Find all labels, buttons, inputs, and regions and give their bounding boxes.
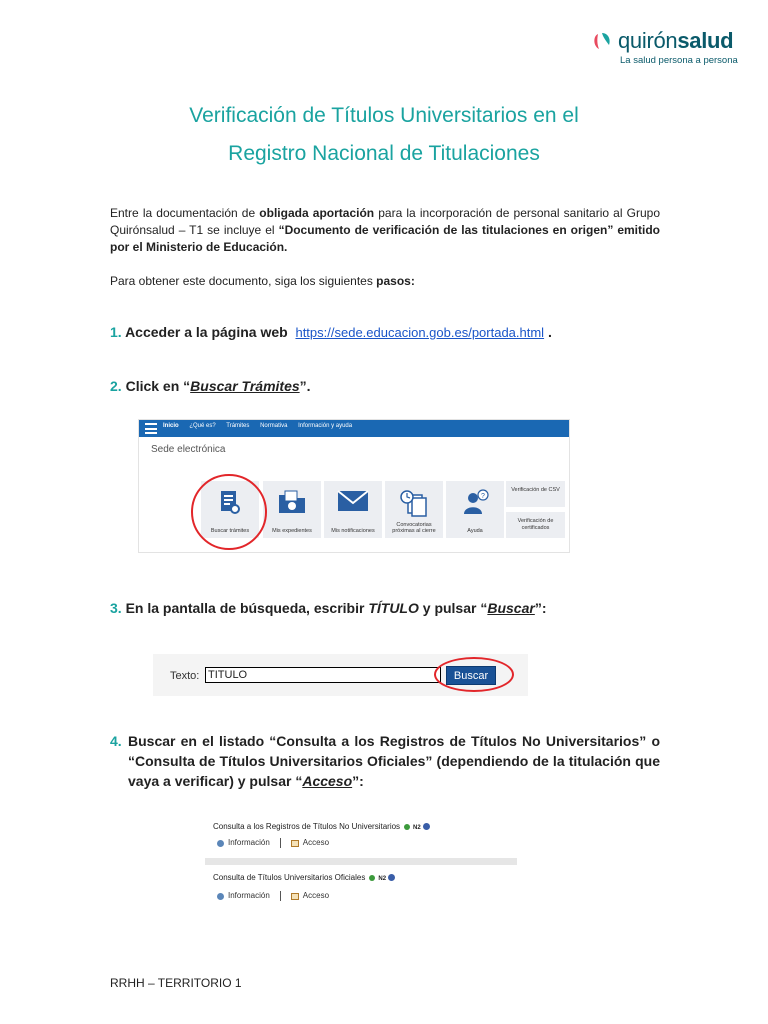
- svg-text:?: ?: [481, 493, 485, 500]
- row-links-2: [217, 891, 329, 901]
- quironsalud-logo: [592, 26, 742, 70]
- row-title-no-universitarios: Consulta a los Registros de Títulos No Universitarios N2: [213, 822, 430, 831]
- listado-screenshot: [205, 818, 517, 910]
- edit-icon: [291, 893, 299, 900]
- steps-intro: Para obtener este documento, siga los siguientes pasos:: [110, 274, 415, 288]
- informacion-link[interactable]: Información: [228, 891, 270, 901]
- texto-input[interactable]: TITULO: [205, 667, 441, 683]
- sede-nav-items: [163, 423, 361, 429]
- step-1: 1. Acceder a la página web https://sede.educacion.gob.es/portada.html .: [110, 324, 552, 340]
- sede-screenshot: [138, 419, 570, 553]
- tile-mis-expedientes[interactable]: Mis expedientes: [263, 481, 321, 538]
- step-3: 3. En la pantalla de búsqueda, escribir TÍTULO y pulsar “Buscar”:: [110, 600, 547, 616]
- nav-item-info[interactable]: Información y ayuda: [298, 423, 353, 429]
- check-icon: [404, 824, 410, 830]
- tile-buscar-tramites[interactable]: Buscar trámites: [201, 481, 259, 538]
- intro-paragraph: Entre la documentación de obligada aportación para la incorporación de personal sanitario al Grupo Quirónsalud – T1 se incluye el “Documento de verificación de las titulaciones en origen” emitido por el Ministerio de Educación.: [110, 206, 661, 254]
- clock-documents-icon: [399, 489, 429, 517]
- nav-item-que-es[interactable]: ¿Qué es?: [189, 423, 216, 429]
- document-title-line1: Verificación de Títulos Universitarios en el: [189, 104, 579, 127]
- row-links-1: [217, 838, 329, 848]
- envelope-icon: [337, 489, 369, 513]
- row-title-universitarios-oficiales: Consulta de Títulos Universitarios Oficiales N2: [213, 873, 395, 882]
- nav-item-tramites[interactable]: Trámites: [226, 423, 250, 429]
- tile-verificacion-csv[interactable]: Verificación de CSV: [506, 481, 565, 507]
- search-screenshot: [153, 654, 528, 696]
- acceso-link[interactable]: Acceso: [302, 891, 330, 901]
- logo-wordmark: quirónsalud: [618, 28, 734, 53]
- user-help-icon: [460, 489, 490, 515]
- buscar-button[interactable]: Buscar: [446, 666, 496, 685]
- user-icon: [388, 874, 395, 881]
- texto-label: Texto:: [170, 670, 200, 682]
- nav-item-normativa[interactable]: Normativa: [260, 423, 288, 429]
- tile-mis-notificaciones[interactable]: Mis notificaciones: [324, 481, 382, 538]
- highlight-ring: [191, 474, 267, 550]
- footer-text: RRHH – TERRITORIO 1: [110, 976, 242, 990]
- step-2: 2. Click en “Buscar Trámites”.: [110, 378, 311, 394]
- divider: [205, 858, 517, 865]
- document-title-line2: Registro Nacional de Titulaciones: [228, 142, 540, 165]
- check-icon: [369, 875, 375, 881]
- edit-icon: [291, 840, 299, 847]
- sede-navbar: [139, 420, 570, 437]
- nav-item-inicio[interactable]: Inicio: [163, 423, 179, 429]
- menu-icon[interactable]: [145, 423, 157, 434]
- sede-title: Sede electrónica: [151, 444, 226, 455]
- tile-ayuda[interactable]: ? Ayuda: [446, 481, 504, 538]
- acceso-link[interactable]: Acceso: [302, 838, 330, 848]
- info-icon: [217, 893, 224, 900]
- step-4: 4. Buscar en el listado “Consulta a los Registros de Títulos No Universitarios” o “Consulta de Títulos Universitarios Oficiales” (dependiendo de la titulación que vaya a verificar) y pulsar “Acceso”:: [110, 733, 660, 789]
- logo-mark-icon: [592, 30, 614, 52]
- info-icon: [217, 840, 224, 847]
- tile-verificacion-certificados[interactable]: Verificación de certificados: [506, 512, 565, 538]
- informacion-link[interactable]: Información: [228, 838, 270, 848]
- tile-convocatorias[interactable]: Convocatorias próximas al cierre: [385, 481, 443, 538]
- user-icon: [423, 823, 430, 830]
- sede-link[interactable]: https://sede.educacion.gob.es/portada.html: [295, 325, 545, 340]
- folder-search-icon: [277, 489, 307, 515]
- logo-tagline: La salud persona a persona: [620, 55, 738, 66]
- highlight-ring: [434, 657, 514, 692]
